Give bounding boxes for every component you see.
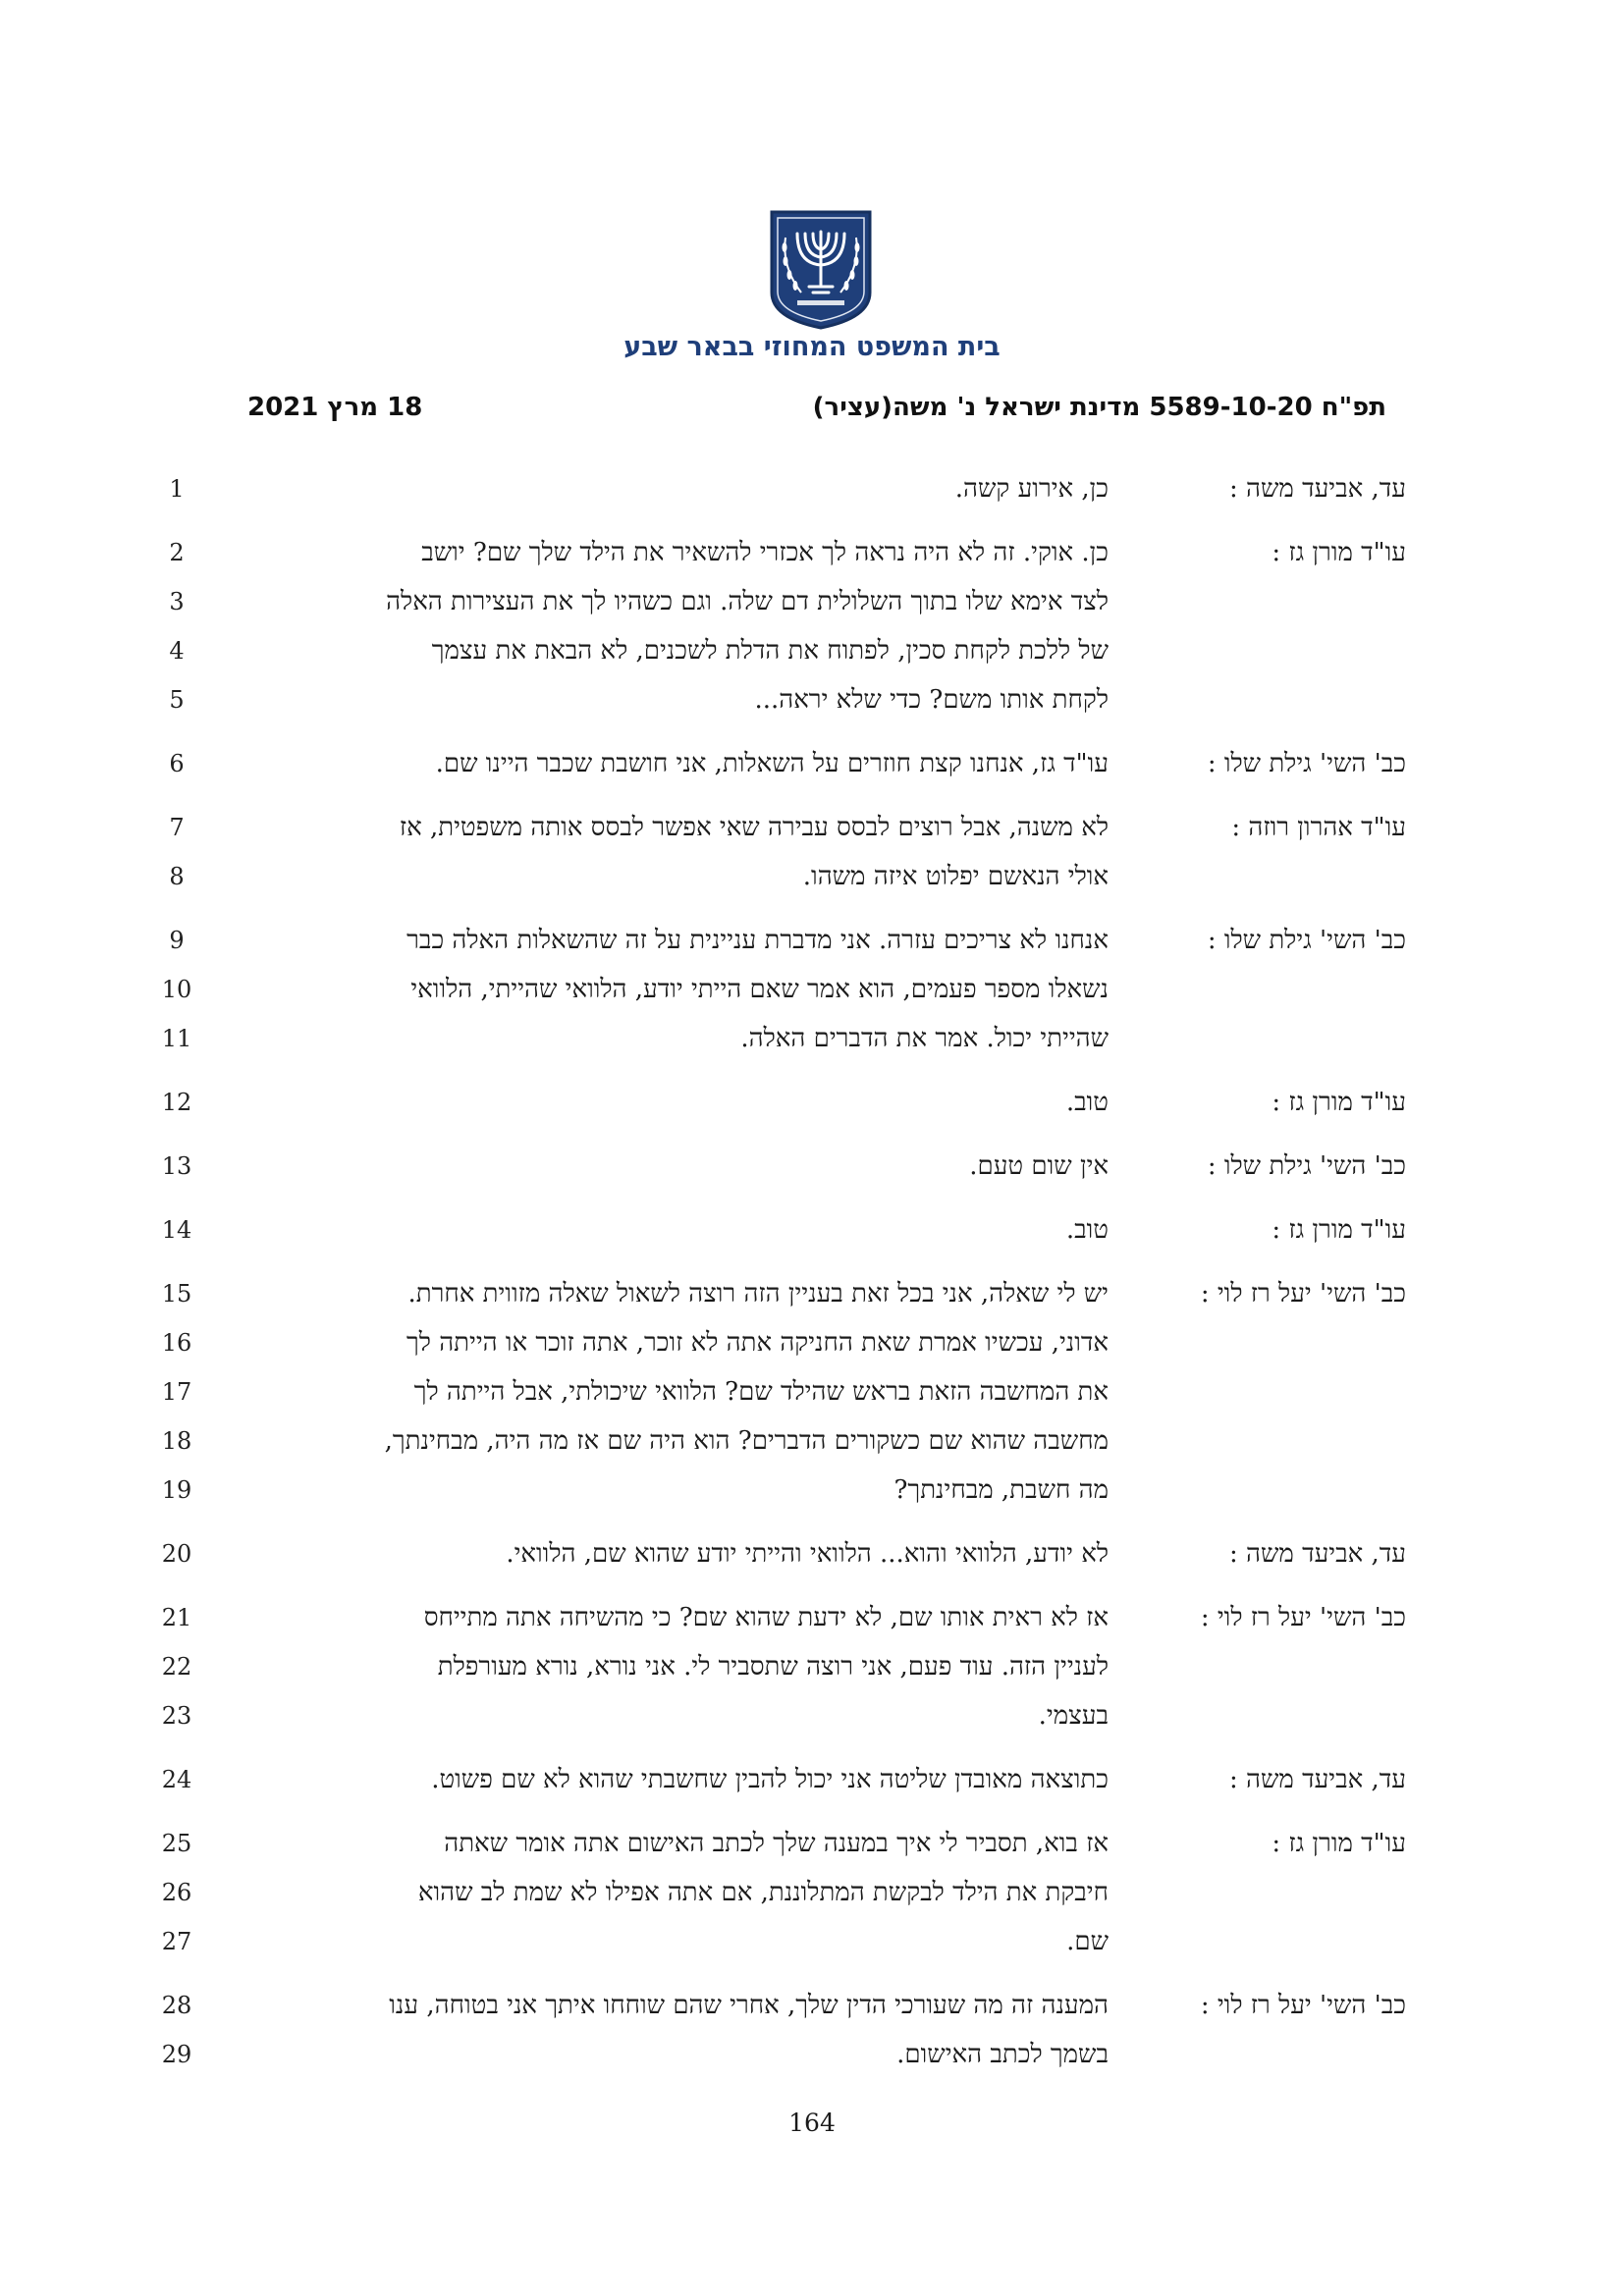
line-number: 26 (161, 1879, 192, 1906)
line-number: 16 (161, 1329, 192, 1357)
transcript-line (0, 1917, 1624, 1966)
line-number: 28 (161, 1992, 192, 2019)
speaker-name: כב' השי' יעל רז לוי : (1200, 1279, 1406, 1308)
speech-text: אדוני, עכשיו אמרת שאת החניקה אתה לא זוכר, אתה זוכר או הייתה לך (406, 1328, 1109, 1358)
speaker-name: כב' השי' גילת שלו : (1207, 926, 1406, 955)
speech-text: אז לא ראית אותו שם, לא ידעת שהוא שם? כי מהשיחה אתה מתייחס (423, 1603, 1109, 1632)
transcript-line (0, 1014, 1624, 1063)
speech-text: לצד אימא שלו בתוך השלולית דם שלה. וגם כשהיו לך את העצירות האלה (386, 587, 1109, 616)
hearing-date: 18 מרץ 2021 (247, 393, 423, 422)
speaker-name: עו"ד מורן גז : (1272, 538, 1406, 567)
transcript-line (0, 626, 1624, 675)
speech-text: כתוצאה מאובדן שליטה אני יכול להבין שחשבתי שהוא לא שם פשוט. (431, 1765, 1109, 1794)
speech-text: טוב. (1065, 1088, 1109, 1117)
transcript-line (0, 1416, 1624, 1466)
speech-text: אין שום טעם. (969, 1151, 1109, 1181)
line-number: 23 (161, 1702, 192, 1730)
line-number: 10 (161, 976, 192, 1003)
line-number: 3 (169, 588, 185, 615)
speech-text: לא משנה, אבל רוצים לבסס עבירה שאי אפשר לבסס אותה משפטית, אז (399, 813, 1109, 842)
speaker-name: עד, אביעד משה : (1229, 474, 1406, 504)
transcript-line (0, 1593, 1624, 1642)
speaker-name: כב' השי' יעל רז לוי : (1200, 1991, 1406, 2020)
speech-text: את המחשבה הזאת בראש שהילד שם? הלוואי שיכולתי, אבל הייתה לך (413, 1377, 1109, 1407)
line-number: 29 (161, 2041, 192, 2068)
speech-text: לעניין הזה. עוד פעם, אני רוצה שתסביר לי. אני נורא, נורא מעורפלת (437, 1652, 1109, 1682)
speech-text: עו"ד גז, אנחנו קצת חוזרים על השאלות, אני חושבת שכבר היינו שם. (435, 749, 1109, 778)
transcript-line (0, 464, 1624, 513)
line-number: 11 (161, 1025, 192, 1052)
speech-text: מחשבה שהוא שם כשקורים הדברים? הוא היה שם אז מה היה, מבחינתך, (384, 1426, 1109, 1456)
speech-text: לא יודע, הלוואי והוא... הלוואי והייתי יודע שהוא שם, הלוואי. (506, 1539, 1109, 1569)
transcript-line (0, 1819, 1624, 1868)
speaker-name: עו"ד אהרון רוזה : (1231, 813, 1406, 842)
transcript-line (0, 1642, 1624, 1691)
line-number: 8 (169, 863, 185, 890)
speaker-name: עד, אביעד משה : (1229, 1539, 1406, 1569)
speech-text: אז בוא, תסביר לי איך במענה שלך לכתב האישום אתה אומר שאתה (444, 1829, 1109, 1858)
transcript-line (0, 1466, 1624, 1515)
transcript-line (0, 1529, 1624, 1578)
line-number: 25 (161, 1830, 192, 1857)
transcript-line (0, 528, 1624, 577)
line-number: 15 (161, 1280, 192, 1308)
speech-text: חיבקת את הילד לבקשת המתלוננת, אם אתה אפילו לא שמת לב שהוא (417, 1878, 1109, 1907)
line-number: 14 (161, 1216, 192, 1244)
speech-text: לקחת אותו משם? כדי שלא יראה... (754, 685, 1109, 715)
line-number: 2 (169, 539, 185, 566)
transcript-line (0, 1691, 1624, 1740)
transcript-line (0, 1269, 1624, 1318)
transcript-line (0, 1078, 1624, 1127)
transcript-line (0, 577, 1624, 626)
line-number: 7 (169, 814, 185, 841)
speaker-name: עו"ד מורן גז : (1272, 1088, 1406, 1117)
speech-text: בשמך לכתב האישום. (896, 2040, 1109, 2069)
line-number: 21 (161, 1604, 192, 1631)
line-number: 9 (169, 927, 185, 954)
speech-text: המענה זה מה שעורכי הדין שלך, אחרי שהם שוחחו איתך אני בטוחה, ענו (389, 1991, 1109, 2020)
speaker-name: עו"ד מורן גז : (1272, 1215, 1406, 1245)
speech-text: שהייתי יכול. אמר את הדברים האלה. (740, 1024, 1109, 1053)
speaker-name: כב' השי' יעל רז לוי : (1200, 1603, 1406, 1632)
speech-text: נשאלו מספר פעמים, הוא אמר שאם הייתי יודע, הלוואי שהייתי, הלוואי (410, 975, 1109, 1004)
line-number: 5 (169, 686, 185, 714)
transcript-line (0, 1868, 1624, 1917)
transcript-line (0, 1142, 1624, 1191)
speech-text: יש לי שאלה, אני בכל זאת בעניין הזה רוצה לשאול שאלה מזווית אחרת. (407, 1279, 1109, 1308)
line-number: 4 (169, 637, 185, 665)
line-number: 20 (161, 1540, 192, 1568)
transcript-line (0, 803, 1624, 852)
speech-text: טוב. (1065, 1215, 1109, 1245)
speech-text: אולי הנאשם יפלוט איזה משהו. (802, 862, 1109, 891)
line-number: 18 (161, 1427, 192, 1455)
line-number: 24 (161, 1766, 192, 1793)
transcript-line (0, 739, 1624, 788)
speech-text: אנחנו לא צריכים עזרה. אני מדברת עניינית על זה שהשאלות האלה כבר (406, 926, 1109, 955)
line-number: 17 (161, 1378, 192, 1406)
line-number: 12 (161, 1089, 192, 1116)
line-number: 1 (169, 475, 185, 503)
case-title: תפ"ח 5589-10-20 מדינת ישראל נ' משה(עציר) (812, 393, 1386, 422)
line-number: 27 (161, 1928, 192, 1955)
transcript-line (0, 852, 1624, 901)
transcript-line (0, 1367, 1624, 1416)
transcript-line (0, 1981, 1624, 2030)
transcript-line (0, 1318, 1624, 1367)
transcript-line (0, 1755, 1624, 1804)
transcript-line (0, 1205, 1624, 1255)
speaker-name: עו"ד מורן גז : (1272, 1829, 1406, 1858)
transcript-line (0, 2030, 1624, 2079)
speech-text: מה חשבת, מבחינתך? (893, 1475, 1109, 1505)
speech-text: של ללכת לקחת סכין, לפתוח את הדלת לשכנים, לא הבאת את עצמך (431, 636, 1109, 666)
speaker-name: עד, אביעד משה : (1229, 1765, 1406, 1794)
speech-text: כן, אירוע קשה. (954, 474, 1109, 504)
transcript-line (0, 916, 1624, 965)
line-number: 13 (161, 1152, 192, 1180)
speech-text: כן. אוקי. זה לא היה נראה לך אכזרי להשאיר את הילד שלך שם? יושב (421, 538, 1109, 567)
line-number: 6 (169, 750, 185, 777)
transcript-line (0, 965, 1624, 1014)
speaker-name: כב' השי' גילת שלו : (1207, 749, 1406, 778)
transcript-line (0, 675, 1624, 724)
speaker-name: כב' השי' גילת שלו : (1207, 1151, 1406, 1181)
line-number: 19 (161, 1476, 192, 1504)
speech-text: שם. (1066, 1927, 1109, 1956)
speech-text: בעצמי. (1038, 1701, 1109, 1731)
page-number: 164 (788, 2109, 836, 2137)
court-name: בית המשפט המחוזי בבאר שבע (623, 332, 1001, 362)
line-number: 22 (161, 1653, 192, 1681)
